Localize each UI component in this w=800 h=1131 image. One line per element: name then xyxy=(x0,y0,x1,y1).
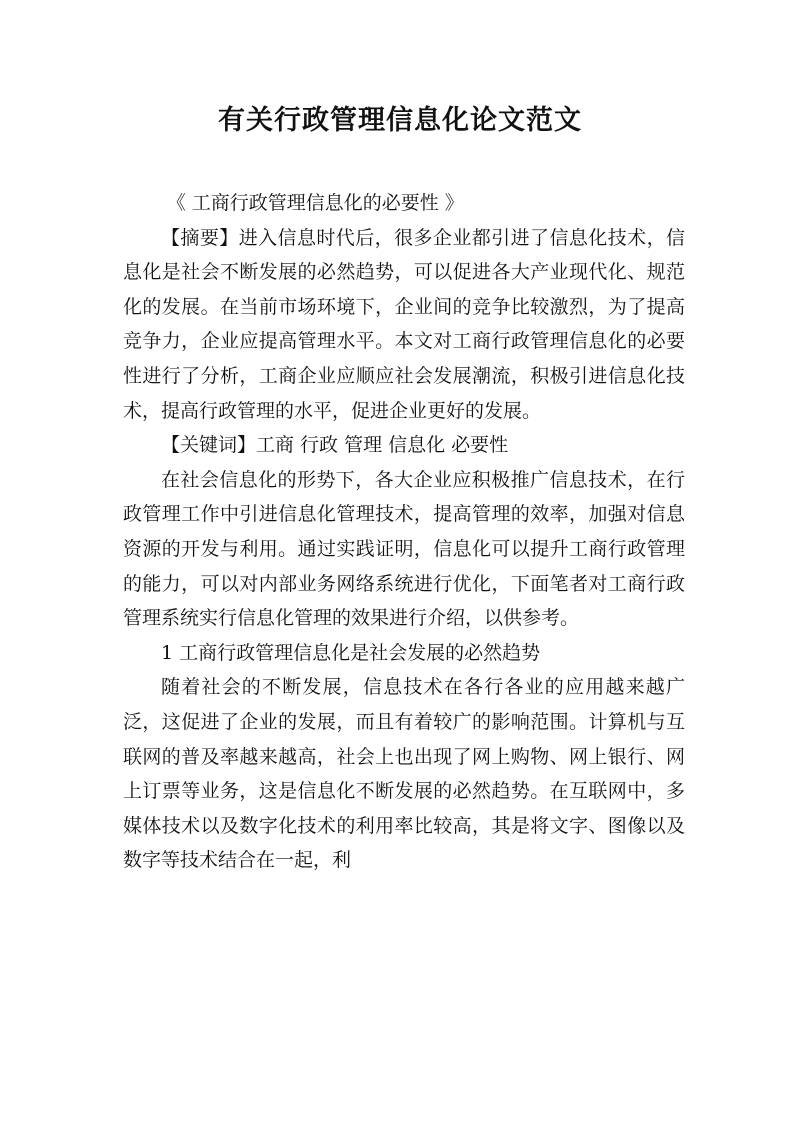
document-title: 有关行政管理信息化论文范文 xyxy=(218,105,582,136)
paper-subtitle: 《 工商行政管理信息化的必要性 》 xyxy=(166,192,464,214)
intro-paragraph: 在社会信息化的形势下，各大企业应积极推广信息技术，在行政管理工作中引进信息化管理技术，提高管理的效率，加强对信息资源的开发与利用。通过实践证明，信息化可以提升工商行政管理的能力，可以对内部业务网络系统进行优化，下面笔者对工商行政管理系统实行信息化管理的效果进行介绍，以供参考。 xyxy=(123,468,685,630)
keywords-line: 【关键词】工商 行政 管理 信息化 必要性 xyxy=(161,434,509,457)
section-1-heading: 1 工商行政管理信息化是社会发展的必然趋势 xyxy=(161,641,541,664)
abstract-paragraph: 【摘要】进入信息时代后，很多企业都引进了信息化技术，信息化是社会不断发展的必然趋势，可以促进各大产业现代化、规范化的发展。在当前市场环境下，企业间的竞争比较激烈，为了提高竞争力，企业应提高管理水平。本文对工商行政管理信息化的必要性进行了分析，工商企业应顺应社会发展潮流，积极引进信息化技术，提高行政管理的水平，促进企业更好的发展。 xyxy=(123,226,685,422)
section-1-paragraph: 随着社会的不断发展，信息技术在各行各业的应用越来越广泛，这促进了企业的发展，而且有着较广的影响范围。计算机与互联网的普及率越来越高，社会上也出现了网上购物、网上银行、网上订票等业务，这是信息化不断发展的必然趋势。在互联网中，多媒体技术以及数字化技术的利用率比较高，其是将文字、图像以及数字等技术结合在一起，利 xyxy=(123,676,685,872)
document-body xyxy=(123,186,685,878)
